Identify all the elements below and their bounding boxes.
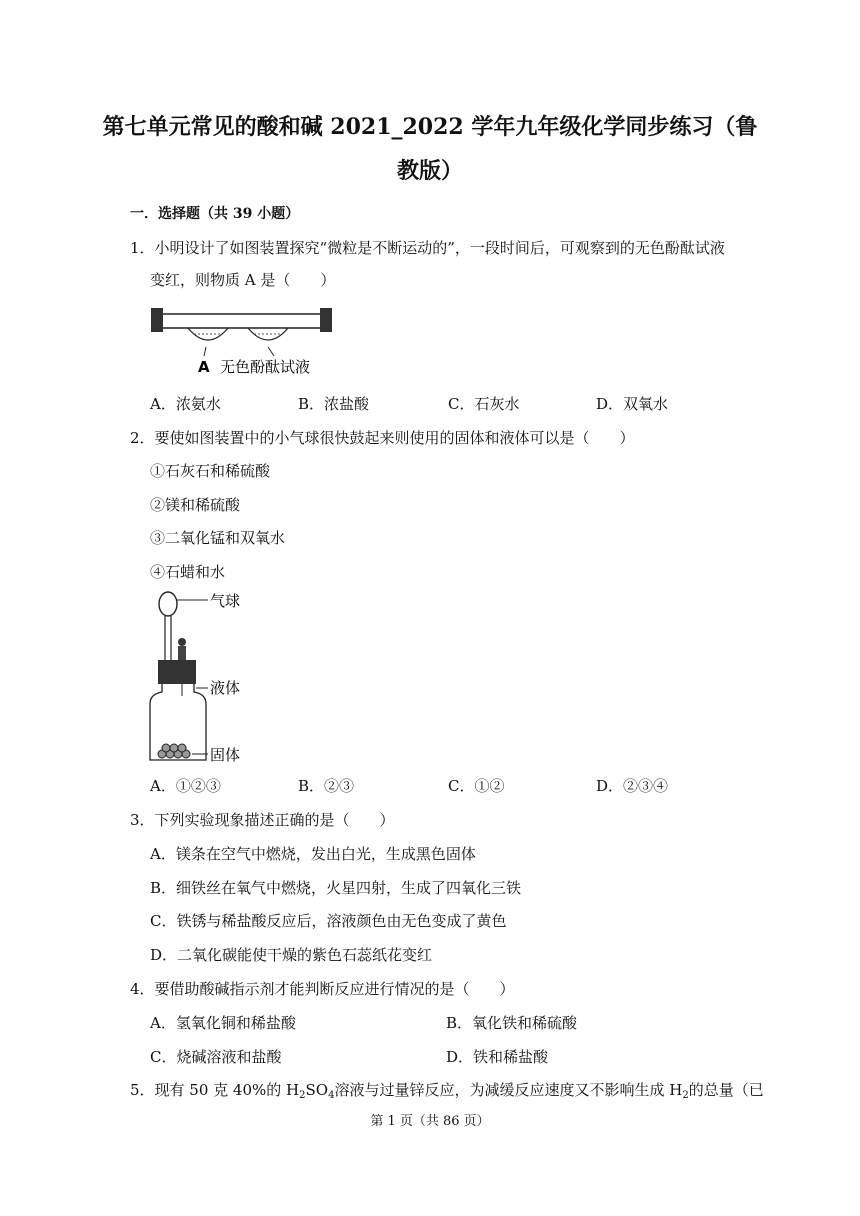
q5-subscript-2: 4 (328, 1090, 335, 1101)
q2-balloon-flask-figure (146, 588, 266, 768)
q3-option-a[interactable]: A．镁条在空气中燃烧，发出白光，生成黑色固体 (150, 845, 476, 863)
q1-text-line2: 变红，则物质 A 是（ ） (150, 271, 336, 289)
q2-item-2: ②镁和稀硫酸 (150, 496, 241, 514)
section-heading: 一．选择题（共 39 小题） (130, 206, 300, 222)
q5-text-part4: 的总量（已 (688, 1081, 764, 1099)
q2-option-c[interactable]: C．①② (448, 777, 505, 795)
q5-text-part3: 溶液与过量锌反应，为减缓反应速度又不影响生成 H (334, 1081, 683, 1099)
q3-text-line1: 3．下列实验现象描述正确的是（ ） (130, 811, 395, 829)
q2-option-d[interactable]: D．②③④ (596, 777, 669, 795)
q1-tube-apparatus-figure (148, 302, 338, 382)
q3-option-d[interactable]: D．二氧化碳能使干燥的紫色石蕊纸花变红 (150, 946, 433, 964)
q1-fig-label-a: A (198, 358, 210, 376)
q2-item-3: ③二氧化锰和双氧水 (150, 529, 286, 547)
q3-option-c[interactable]: C．铁锈与稀盐酸反应后，溶液颜色由无色变成了黄色 (150, 912, 507, 930)
q1-fig-label-indicator: 无色酚酞试液 (220, 358, 311, 376)
document-title-line1: 第七单元常见的酸和碱 2021_2022 学年九年级化学同步练习（鲁 (102, 114, 758, 140)
q4-option-a[interactable]: A．氢氧化铜和稀盐酸 (150, 1014, 296, 1032)
q1-option-a[interactable]: A．浓氨水 (150, 395, 221, 413)
q4-option-c[interactable]: C．烧碱溶液和盐酸 (150, 1048, 282, 1066)
q2-fig-label-liquid: 液体 (210, 679, 241, 697)
q4-option-b[interactable]: B．氧化铁和稀硫酸 (446, 1014, 578, 1032)
q2-fig-label-balloon: 气球 (210, 592, 241, 610)
page-footer: 第 1 页（共 86 页） (370, 1114, 490, 1129)
q2-item-4: ④石蜡和水 (150, 563, 226, 581)
document-title-line2: 教版） (396, 158, 463, 184)
q1-option-b[interactable]: B．浓盐酸 (298, 395, 370, 413)
q2-text-line1: 2．要使如图装置中的小气球很快鼓起来则使用的固体和液体可以是（ ） (130, 429, 635, 447)
q4-text-line1: 4．要借助酸碱指示剂才能判断反应进行情况的是（ ） (130, 980, 515, 998)
q2-option-b[interactable]: B．②③ (298, 777, 355, 795)
q1-option-c[interactable]: C．石灰水 (448, 395, 520, 413)
q1-option-d[interactable]: D．双氧水 (596, 395, 669, 413)
q4-option-d[interactable]: D．铁和稀盐酸 (446, 1048, 549, 1066)
q1-text-line1: 1．小明设计了如图装置探究“微粒是不断运动的”，一段时间后，可观察到的无色酚酞试液 (130, 239, 725, 257)
q5-text-line1 (130, 1080, 764, 1106)
q2-option-a[interactable]: A．①②③ (150, 777, 221, 795)
q5-subscript-1: 2 (299, 1090, 306, 1101)
q5-text-part1: 5．现有 50 克 40%的 H (130, 1081, 300, 1099)
q2-fig-label-solid: 固体 (210, 746, 241, 764)
q3-option-b[interactable]: B．细铁丝在氧气中燃烧，火星四射，生成了四氧化三铁 (150, 879, 522, 897)
q2-item-1: ①石灰石和稀硫酸 (150, 462, 271, 480)
q5-text-part2: SO (305, 1081, 329, 1099)
q5-subscript-3: 2 (682, 1090, 689, 1101)
